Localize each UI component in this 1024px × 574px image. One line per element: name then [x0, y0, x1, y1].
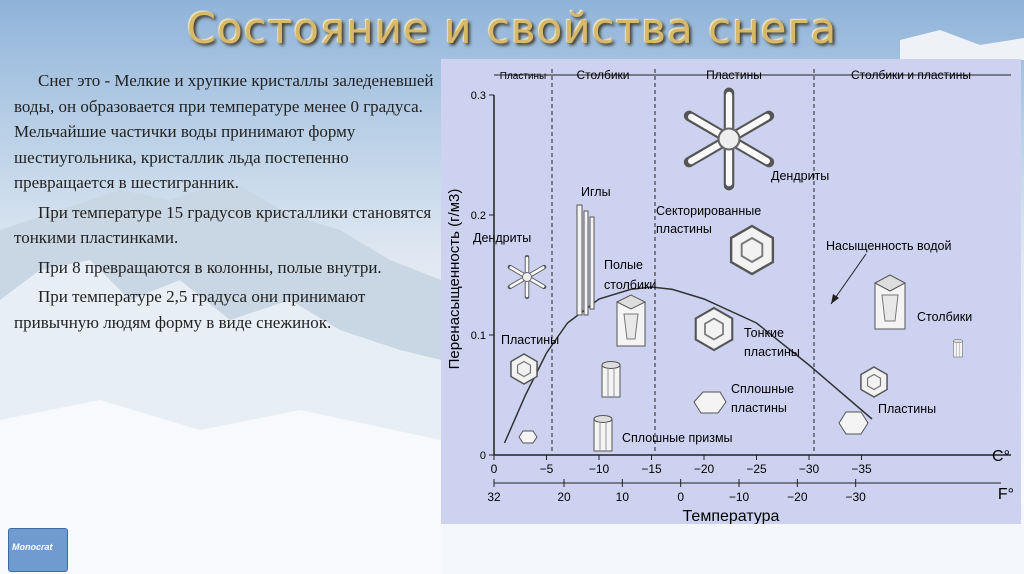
x-tick-label-fahrenheit: 10	[615, 490, 630, 504]
x-tick-label-celsius: 0	[490, 462, 498, 476]
hollow-column-icon	[617, 295, 645, 346]
y-axis-label: Перенасыщенность (г/м3)	[446, 188, 463, 370]
y-tick-label: 0.2	[470, 210, 486, 222]
y-tick-label: 0.3	[470, 90, 486, 102]
saturation-curve	[505, 287, 873, 443]
region-label-2: Столбики	[576, 68, 630, 82]
plate-right-icon	[861, 367, 887, 397]
paragraph-4: При температуре 2,5 градуса они принимают привычную людям форму в виде снежинок.	[14, 287, 366, 332]
x-tick-label-celsius: −35	[851, 462, 872, 476]
y-tick-label: 0	[479, 450, 486, 462]
curve-label: Насыщенность водой	[826, 239, 952, 253]
sectored-plate-icon	[731, 226, 773, 274]
x-tick-label-celsius: −10	[588, 462, 610, 476]
solid-plate-right-icon	[839, 412, 868, 434]
x-tick-label-fahrenheit: −20	[787, 490, 808, 504]
paragraph-2: При температуре 15 градусов кристаллики становятся тонкими пластинками.	[14, 202, 432, 247]
x-tick-label-celsius: −20	[693, 462, 715, 476]
label-dendrites-left: Дендриты	[473, 231, 532, 245]
x-tick-label-celsius: −5	[539, 462, 554, 476]
label-thin-plates-1: Тонкие	[744, 326, 784, 340]
prism-icon	[602, 362, 620, 398]
chart-svg	[441, 59, 1021, 524]
thin-plate-icon	[696, 308, 733, 350]
x-tick-label-fahrenheit: −30	[845, 490, 866, 504]
label-solid-prisms: Сплошные призмы	[622, 431, 733, 445]
solid-prism-icon	[594, 416, 612, 452]
y-tick-label: 0.1	[470, 330, 486, 342]
snow-crystal-chart	[441, 59, 1021, 524]
label-dendrites-right: Дендриты	[771, 169, 830, 183]
label-needles: Иглы	[581, 185, 611, 199]
tiny-plate-icon	[519, 431, 537, 443]
label-hollow-columns-1: Полые	[604, 258, 643, 272]
region-label-4: Столбики и пластины	[851, 68, 971, 82]
x-tick-label-celsius: −30	[798, 462, 820, 476]
x-tick-label-fahrenheit: 0	[677, 490, 685, 504]
small-column-icon	[954, 339, 963, 357]
dendrite-large-icon	[689, 93, 769, 185]
logo	[8, 528, 68, 572]
region-label-1: Пластины	[499, 71, 547, 82]
label-sectored-plates-1: Секторированные	[656, 204, 762, 218]
label-solid-plates-1: Сплошные	[731, 382, 795, 396]
paragraph-3: При 8 превращаются в колонны, полые внутри.	[38, 257, 382, 277]
x-tick-label-fahrenheit: −10	[728, 490, 750, 504]
solid-plate-icon	[694, 392, 726, 413]
paragraph-1: Снег это - Мелкие и хрупкие кристаллы заледеневшей воды, он образовается при температуре менее 0 градуса. Мельчайшие частички воды принимают форму шестиугольника, кристаллик льда постепенно превращается в шестигранник.	[14, 71, 434, 192]
label-hollow-columns-2: столбики	[604, 278, 657, 292]
x-tick-label-fahrenheit: 20	[557, 490, 571, 504]
x-tick-label-celsius: −25	[746, 462, 767, 476]
x-ticks	[487, 455, 1001, 504]
column-icon	[875, 275, 905, 329]
y-ticks	[471, 90, 494, 462]
x-tick-label-celsius: −15	[641, 462, 662, 476]
description-text	[14, 68, 434, 339]
label-sectored-plates-2: пластины	[656, 222, 712, 236]
curve-label-arrowhead	[831, 294, 839, 304]
label-solid-plates-2: пластины	[731, 401, 787, 415]
needle-icon	[577, 205, 594, 315]
region-label-3: Пластины	[706, 68, 762, 82]
dendrite-small-icon	[510, 257, 544, 297]
label-plates-right: Пластины	[878, 402, 937, 416]
label-thin-plates-2: пластины	[744, 345, 800, 359]
x-axis-label: Температура	[682, 508, 780, 524]
plate-small-icon	[511, 354, 537, 384]
label-columns: Столбики	[917, 310, 973, 324]
label-plates-left: Пластины	[501, 333, 560, 347]
x-unit-celsius: C°	[992, 448, 1010, 465]
logo-text: Monocrat	[12, 542, 53, 552]
x-tick-label-fahrenheit: 32	[487, 490, 501, 504]
x-unit-fahrenheit: F°	[997, 486, 1014, 503]
page-title: Состояние и свойства снега	[186, 4, 838, 53]
